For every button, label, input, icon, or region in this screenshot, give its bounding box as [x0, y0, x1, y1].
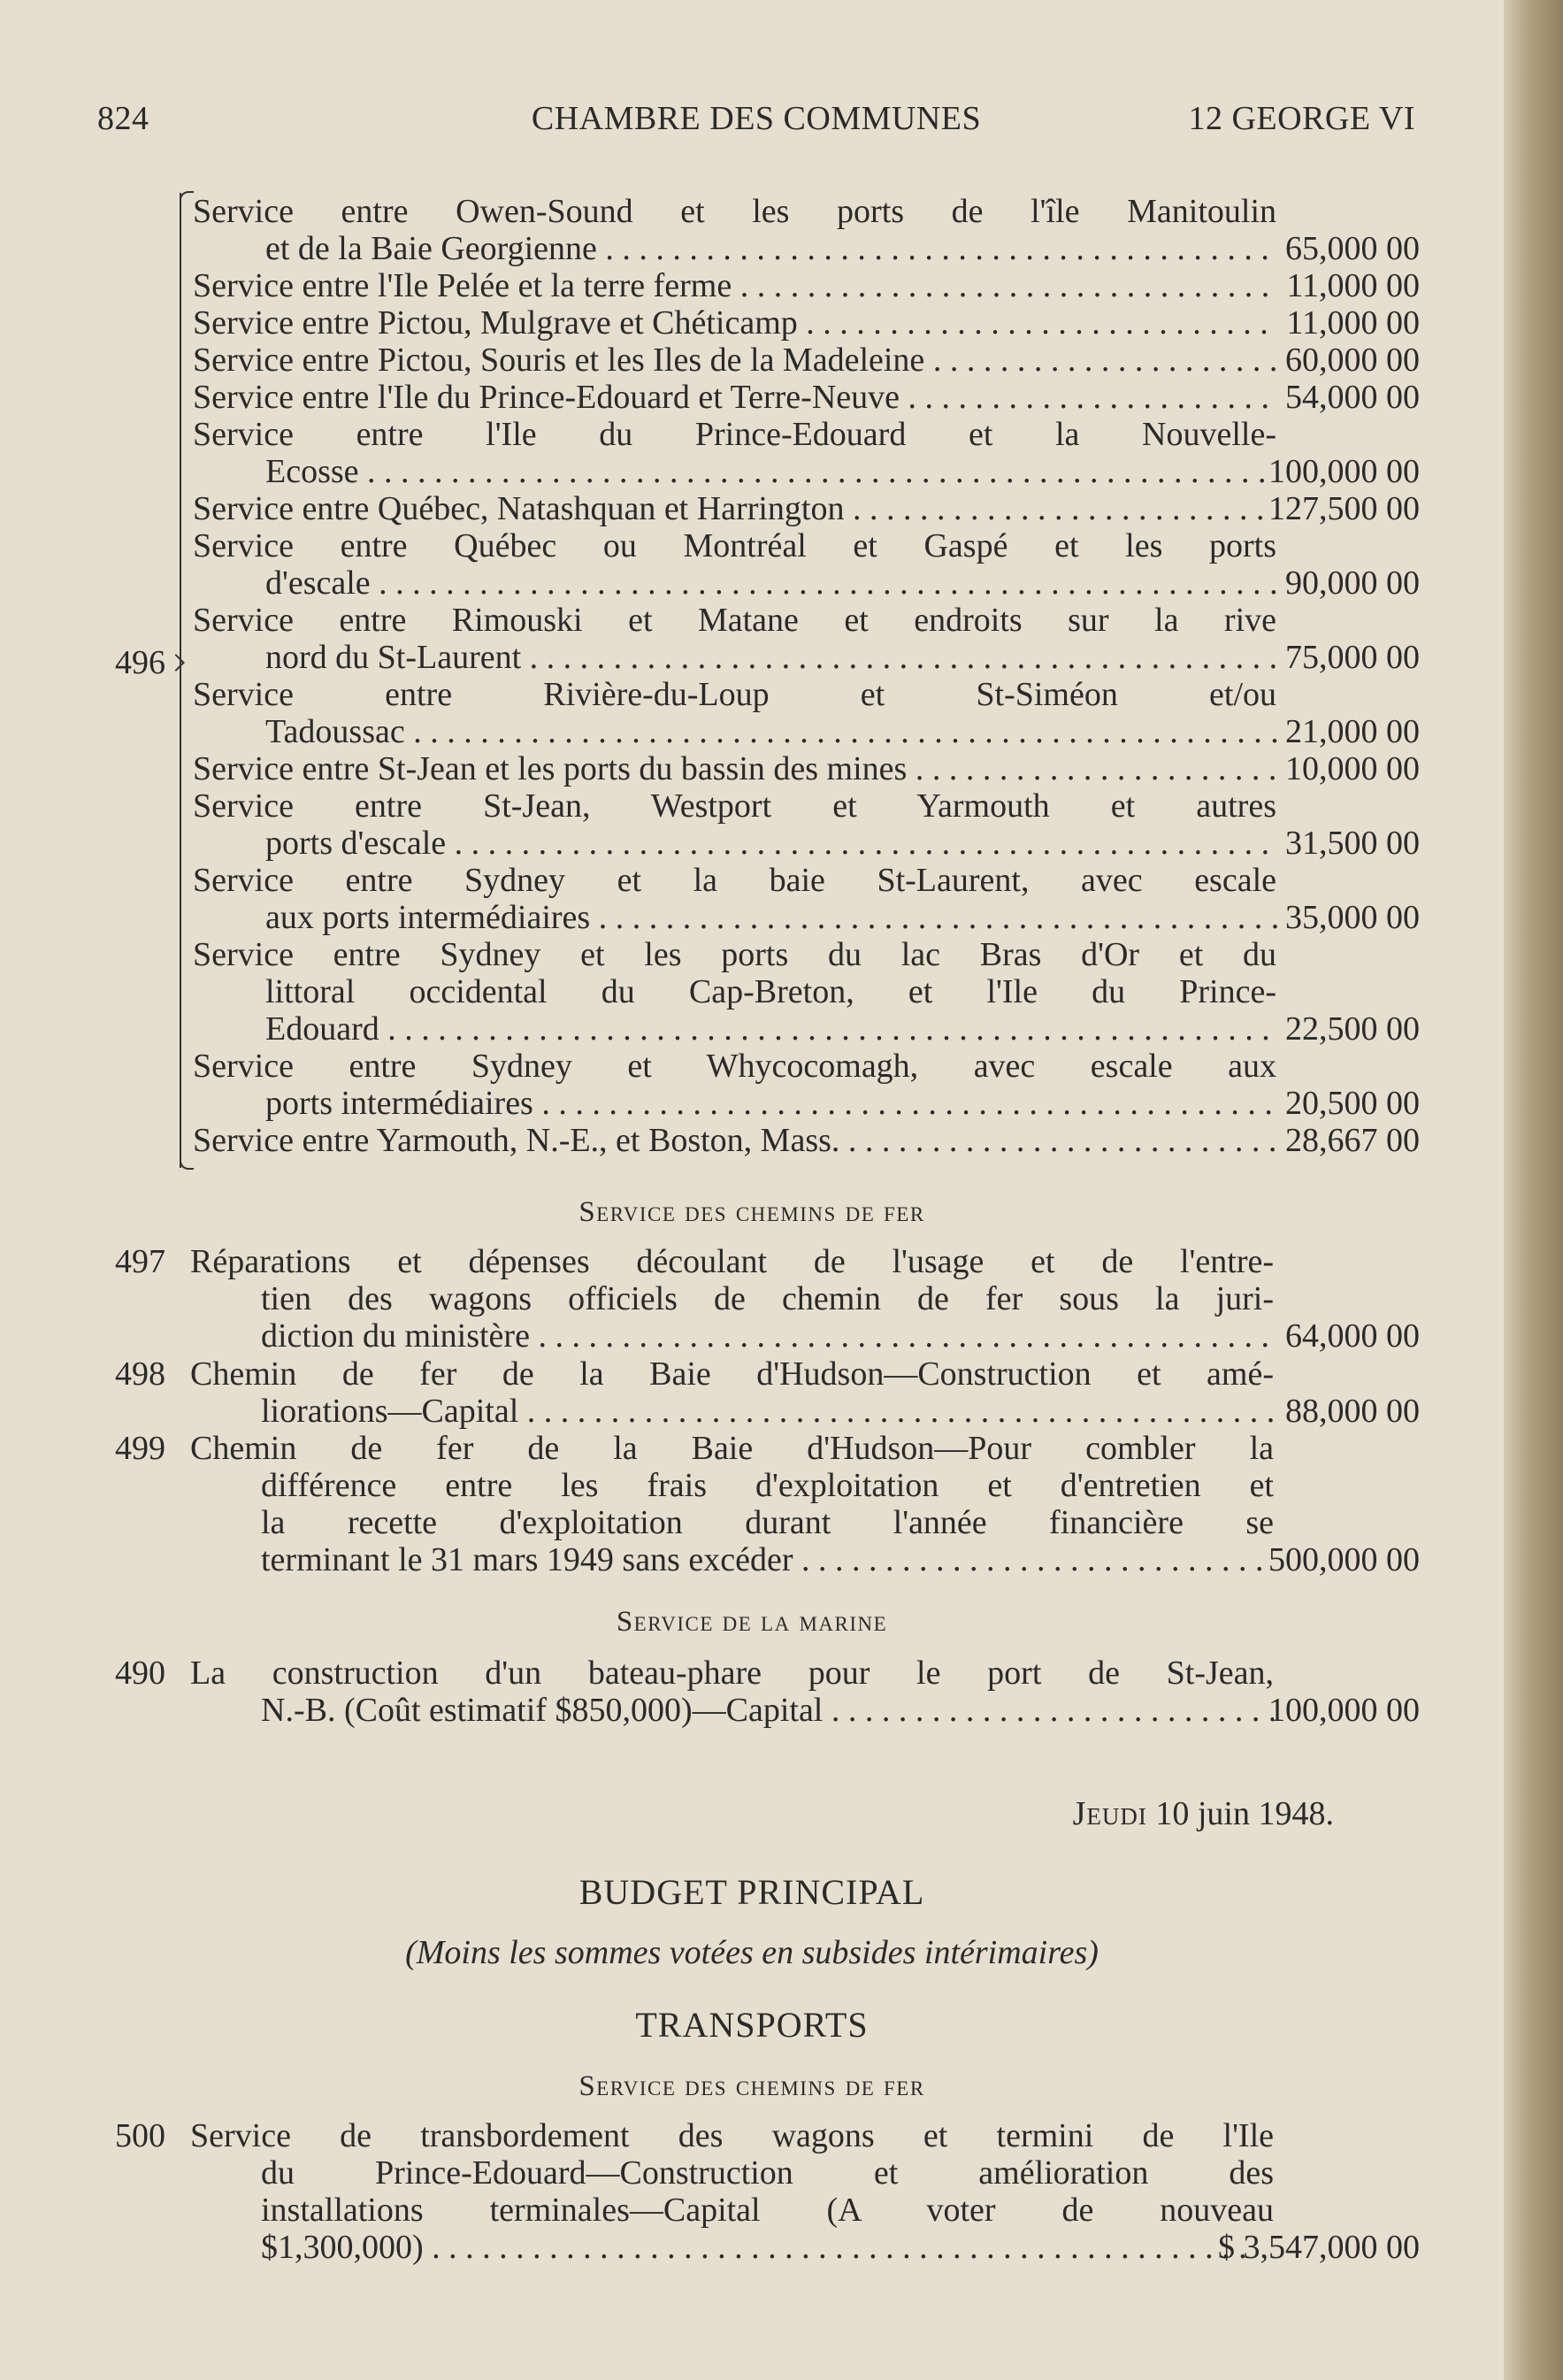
session-label: 12 GEORGE VI	[1188, 100, 1415, 137]
list-item: Service entre l'Ile Pelée et la terre ferme . . . 11,000 00	[115, 267, 1420, 304]
item-497-block	[115, 1243, 1420, 1355]
list-item: Service entre Sydney et les ports du lac Bras d'Or et du	[193, 936, 1276, 973]
department-title: TRANSPORTS	[635, 2005, 869, 2045]
list-item: Ecosse . . . 100,000 00	[115, 453, 1420, 490]
list-item: d'escale . . . 90,000 00	[115, 564, 1420, 602]
list-item: Service entre Sydney et la baie St-Laurent, avec escale	[193, 862, 1276, 899]
list-item: N.-B. (Coût estimatif $850,000)—Capital . . . 100,000 00	[115, 1692, 1420, 1729]
page-header	[97, 99, 1415, 143]
list-item: 499 Chemin de fer de la Baie d'Hudson—Pour combler la	[115, 1430, 1274, 1467]
list-item: 497 Réparations et dépenses découlant de l'usage et de l'entre-	[115, 1243, 1274, 1280]
list-item: et de la Baie Georgienne . . . 65,000 00	[115, 230, 1420, 267]
list-item: Service entre Pictou, Mulgrave et Chéticamp . . . 11,000 00	[115, 304, 1420, 342]
list-item: terminant le 31 mars 1949 sans excéder . . . 500,000 00	[115, 1541, 1420, 1578]
section-heading-railways-2: Service des chemins de fer	[578, 2070, 925, 2102]
item-498-block	[115, 1355, 1420, 1430]
list-item: différence entre les frais d'exploitation et d'entretien et	[261, 1467, 1274, 1504]
date-day: Jeudi	[1072, 1795, 1147, 1832]
list-item: Service entre l'Ile du Prince-Edouard et la Nouvelle-	[193, 416, 1276, 453]
list-item: Service entre Québec, Natashquan et Harrington . . . 127,500 00	[115, 490, 1420, 527]
list-item: du Prince-Edouard—Construction et amélioration des	[261, 2154, 1274, 2192]
list-item: Service entre Québec ou Montréal et Gaspé et les ports	[193, 527, 1276, 564]
list-item: Service entre Pictou, Souris et les Iles de la Madeleine . . . 60,000 00	[115, 342, 1420, 379]
list-item: diction du ministère . . . 64,000 00	[115, 1317, 1420, 1355]
list-item: Service entre l'Ile du Prince-Edouard et Terre-Neuve . . . 54,000 00	[115, 379, 1420, 416]
list-item: 498 Chemin de fer de la Baie d'Hudson—Construction et amé-	[115, 1355, 1274, 1393]
list-item: liorations—Capital . . . 88,000 00	[115, 1393, 1420, 1430]
list-item: installations terminales—Capital (A voter de nouveau	[261, 2192, 1274, 2229]
list-item: Edouard . . . 22,500 00	[115, 1010, 1420, 1048]
list-item: ports intermédiaires . . . 20,500 00	[115, 1085, 1420, 1122]
list-item: tien des wagons officiels de chemin de fer sous la juri-	[261, 1280, 1274, 1317]
list-item: la recette d'exploitation durant l'année financière se	[261, 1504, 1274, 1541]
item-496-block	[115, 193, 1420, 1159]
item-490-block	[115, 1654, 1420, 1729]
page-edge	[1504, 0, 1563, 2380]
list-item: aux ports intermédiaires . . . 35,000 00	[115, 899, 1420, 936]
list-item: nord du St-Laurent . . . 75,000 00	[115, 639, 1420, 676]
list-item: Service entre Yarmouth, N.-E., et Boston, Mass. . . . 28,667 00	[115, 1122, 1420, 1159]
list-item: $1,300,000) . . . $ 3,547,000 00	[115, 2229, 1420, 2266]
list-item: 500 Service de transbordement des wagons et termini de l'Ile	[115, 2117, 1274, 2154]
list-item: Service entre St-Jean et les ports du bassin des mines . . . 10,000 00	[115, 750, 1420, 787]
section-heading-marine: Service de la marine	[616, 1606, 888, 1638]
date-rest: 10 juin 1948.	[1155, 1795, 1334, 1832]
list-item: ports d'escale . . . 31,500 00	[115, 825, 1420, 862]
list-item: littoral occidental du Cap-Breton, et l'Ile du Prince-	[265, 973, 1276, 1010]
list-item: Service entre Owen-Sound et les ports de l'île Manitoulin	[193, 193, 1276, 230]
list-item: Service entre Rivière-du-Loup et St-Siméon et/ou	[193, 676, 1276, 713]
item-499-block	[115, 1430, 1420, 1578]
list-item: Service entre St-Jean, Westport et Yarmouth et autres	[193, 787, 1276, 825]
session-date	[1073, 1794, 1334, 1833]
running-title: CHAMBRE DES COMMUNES	[531, 100, 982, 137]
page-number: 824	[97, 100, 149, 137]
item-500-block	[115, 2117, 1420, 2266]
section-heading-railways: Service des chemins de fer	[578, 1196, 925, 1228]
list-item: 490 La construction d'un bateau-phare pour le port de St-Jean,	[115, 1654, 1274, 1692]
item-number-496: 496	[115, 644, 165, 681]
list-item: Tadoussac . . . 21,000 00	[115, 713, 1420, 750]
budget-title: BUDGET PRINCIPAL	[578, 1872, 925, 1912]
list-item: Service entre Rimouski et Matane et endroits sur la rive	[193, 602, 1276, 639]
list-item: Service entre Sydney et Whycocomagh, avec escale aux	[193, 1048, 1276, 1085]
budget-subtitle: (Moins les sommes votées en subsides intérimaires)	[405, 1934, 1099, 1971]
